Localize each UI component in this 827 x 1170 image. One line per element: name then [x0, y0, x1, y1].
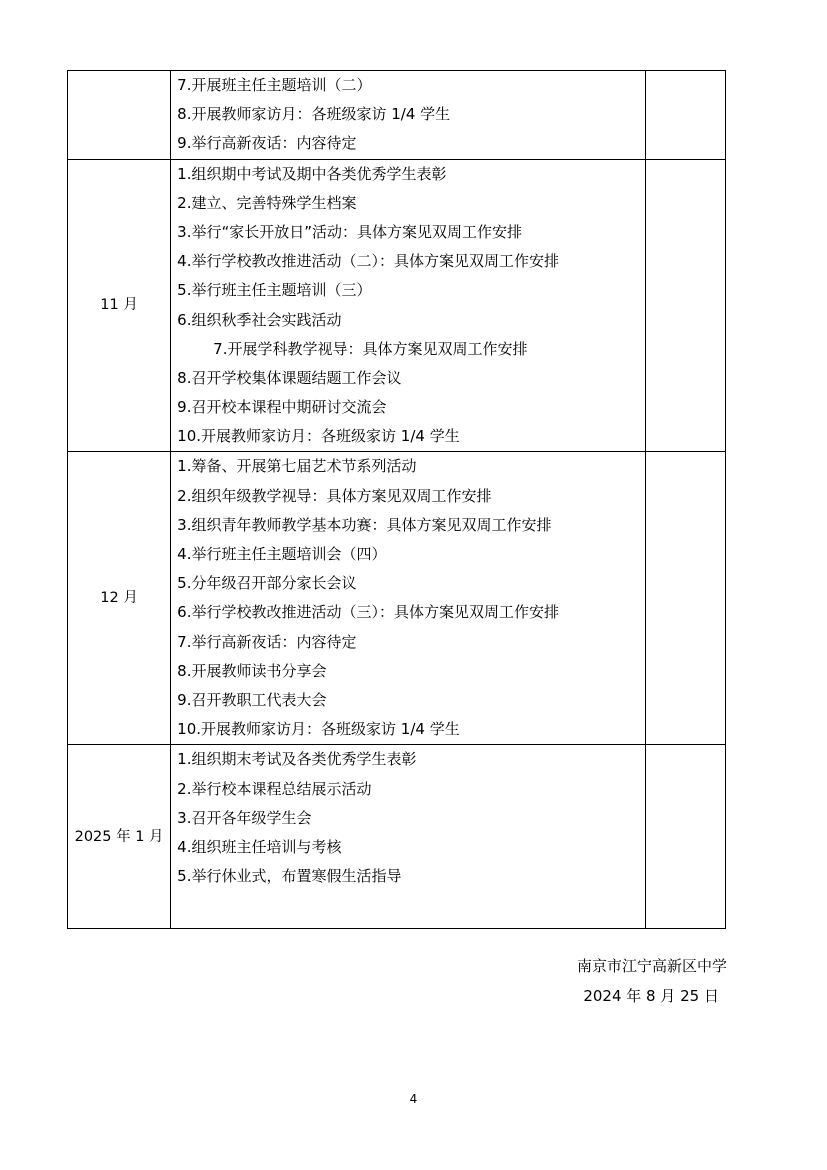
month-cell: 12 月 [68, 452, 171, 745]
list-item: 2.举行校本课程总结展示活动 [177, 779, 372, 798]
list-item: 9.举行高新夜话：内容待定 [177, 134, 357, 153]
list-item: 2.组织年级教学视导：具体方案见双周工作安排 [177, 486, 492, 505]
month-cell: 11 月 [68, 159, 171, 452]
list-item: 5.举行班主任主题培训（三） [177, 281, 372, 300]
list-item: 7.开展班主任主题培训（二） [177, 76, 372, 94]
list-item: 8.召开学校集体课题结题工作会议 [177, 368, 402, 387]
list-item: 7.开展学科教学视导：具体方案见双周工作安排 [213, 339, 528, 358]
list-item: 9.召开教职工代表大会 [177, 690, 327, 709]
page-number: 4 [409, 1092, 418, 1106]
note-cell [645, 159, 725, 452]
table-row [68, 452, 726, 745]
table-row [68, 745, 726, 929]
list-item: 7.举行高新夜话：内容待定 [177, 632, 357, 651]
blank-space [177, 891, 645, 928]
list-item: 6.组织秋季社会实践活动 [177, 310, 342, 329]
list-item: 3.组织青年教师教学基本功赛：具体方案见双周工作安排 [177, 515, 552, 534]
list-item: 5.举行休业式，布置寒假生活指导 [177, 867, 402, 886]
list-item: 1.组织期末考试及各类优秀学生表彰 [177, 750, 417, 769]
list-item: 8.开展教师读书分享会 [177, 661, 327, 680]
content-cell [171, 159, 646, 452]
month-cell [68, 71, 171, 160]
list-item: 9.召开校本课程中期研讨交流会 [177, 398, 387, 417]
note-cell [645, 71, 725, 160]
month-cell: 2025 年 1 月 [68, 745, 171, 929]
table-row [68, 159, 726, 452]
list-item: 10.开展教师家访月：各班级家访 1/4 学生 [177, 720, 460, 739]
schedule-table [67, 70, 726, 929]
list-item: 3.召开各年级学生会 [177, 808, 312, 827]
content-cell [171, 71, 646, 160]
list-item: 4.举行班主任主题培训会（四） [177, 545, 387, 563]
content-cell [171, 452, 646, 745]
list-item: 4.举行学校教改推进活动（二）：具体方案见双周工作安排 [177, 252, 559, 271]
content-cell [171, 745, 646, 929]
list-item: 5.分年级召开部分家长会议 [177, 574, 357, 593]
note-cell [645, 745, 725, 929]
list-item: 10.开展教师家访月：各班级家访 1/4 学生 [177, 427, 460, 446]
document-date: 2024 年 8 月 25 日 [583, 987, 719, 1005]
school-name: 南京市江宁高新区中学 [576, 957, 727, 975]
list-item: 6.举行学校教改推进活动（三）：具体方案见双周工作安排 [177, 603, 559, 622]
list-item: 2.建立、完善特殊学生档案 [177, 193, 357, 212]
note-cell [645, 452, 725, 745]
list-item: 4.组织班主任培训与考核 [177, 837, 342, 856]
list-item: 8.开展教师家访月：各班级家访 1/4 学生 [177, 105, 451, 124]
list-item: 3.举行“家长开放日”活动：具体方案见双周工作安排 [177, 222, 523, 241]
list-item: 1.筹备、开展第七届艺术节系列活动 [177, 457, 417, 476]
list-item: 1.组织期中考试及期中各类优秀学生表彰 [177, 164, 447, 183]
table-row [68, 71, 726, 160]
